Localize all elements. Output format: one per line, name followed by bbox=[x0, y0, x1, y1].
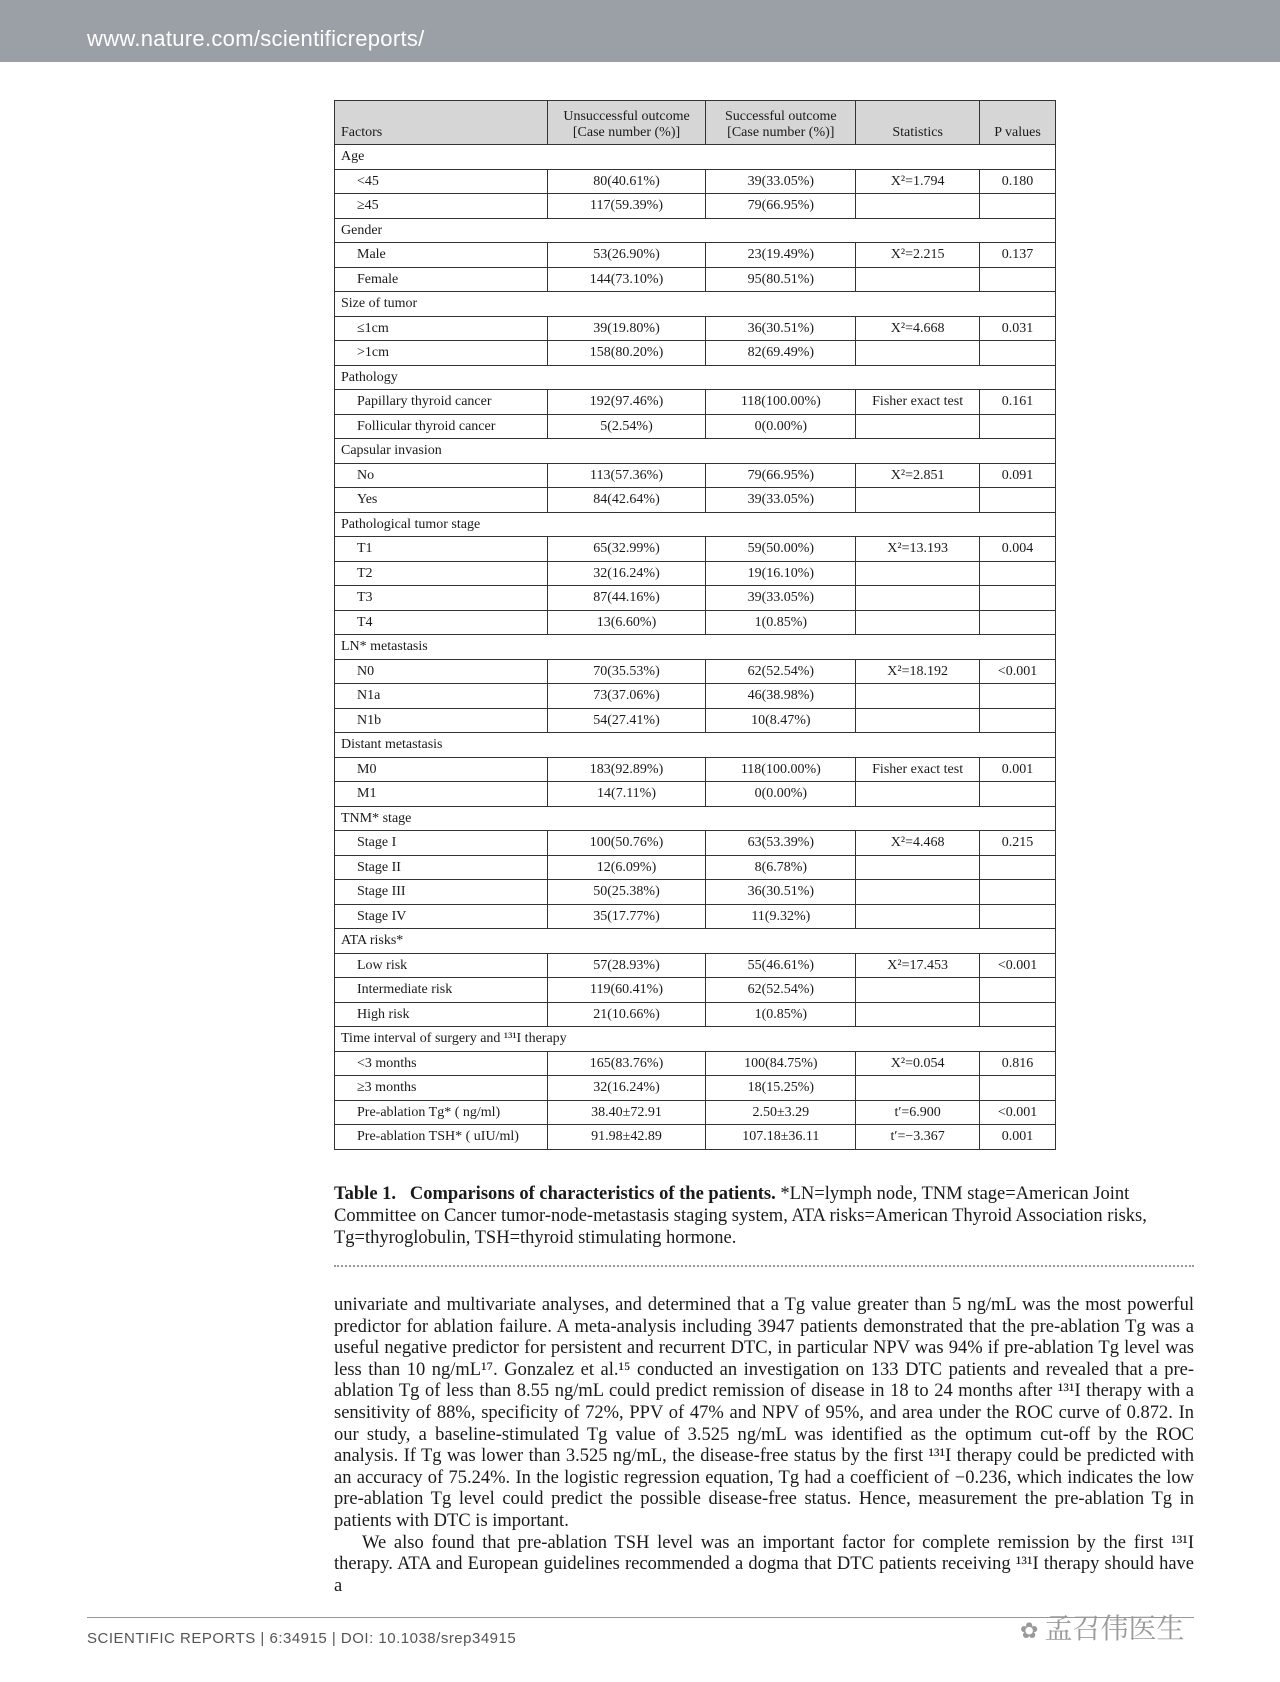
unsuccessful-cell: 84(42.64%) bbox=[547, 488, 706, 513]
table-group-row bbox=[335, 365, 1056, 390]
watermark bbox=[1020, 1607, 1184, 1647]
header-unsuccessful bbox=[547, 101, 706, 145]
successful-cell: 46(38.98%) bbox=[706, 684, 856, 709]
factor-cell: <45 bbox=[335, 169, 548, 194]
factor-cell: N1a bbox=[335, 684, 548, 709]
factor-cell: Stage I bbox=[335, 831, 548, 856]
unsuccessful-cell: 80(40.61%) bbox=[547, 169, 706, 194]
pvalue-cell bbox=[980, 855, 1056, 880]
successful-cell: 2.50±3.29 bbox=[706, 1100, 856, 1125]
unsuccessful-cell: 165(83.76%) bbox=[547, 1051, 706, 1076]
table-row bbox=[335, 267, 1056, 292]
statistics-cell bbox=[856, 708, 980, 733]
table-row bbox=[335, 708, 1056, 733]
characteristics-table bbox=[334, 100, 1056, 1150]
factor-cell: Pre-ablation Tg* ( ng/ml) bbox=[335, 1100, 548, 1125]
table-row bbox=[335, 904, 1056, 929]
header-pvalues: P values bbox=[980, 101, 1056, 145]
unsuccessful-cell: 144(73.10%) bbox=[547, 267, 706, 292]
table-row bbox=[335, 561, 1056, 586]
pvalue-cell bbox=[980, 1002, 1056, 1027]
group-label: Time interval of surgery and ¹³¹I therapy bbox=[335, 1027, 1056, 1052]
unsuccessful-cell: 5(2.54%) bbox=[547, 414, 706, 439]
statistics-cell: Fisher exact test bbox=[856, 757, 980, 782]
pvalue-cell bbox=[980, 414, 1056, 439]
table-body bbox=[335, 145, 1056, 1150]
header-factors: Factors bbox=[335, 101, 548, 145]
table-row bbox=[335, 537, 1056, 562]
unsuccessful-cell: 50(25.38%) bbox=[547, 880, 706, 905]
header-successful-line2: [Case number (%)] bbox=[727, 124, 835, 140]
factor-cell: Intermediate risk bbox=[335, 978, 548, 1003]
pvalue-cell: 0.004 bbox=[980, 537, 1056, 562]
factor-cell: Stage II bbox=[335, 855, 548, 880]
wechat-icon: ✿ bbox=[1020, 1619, 1039, 1644]
table-caption bbox=[334, 1183, 1194, 1249]
group-label: Pathological tumor stage bbox=[335, 512, 1056, 537]
successful-cell: 95(80.51%) bbox=[706, 267, 856, 292]
unsuccessful-cell: 100(50.76%) bbox=[547, 831, 706, 856]
successful-cell: 39(33.05%) bbox=[706, 488, 856, 513]
unsuccessful-cell: 73(37.06%) bbox=[547, 684, 706, 709]
pvalue-cell bbox=[980, 1076, 1056, 1101]
pvalue-cell: 0.215 bbox=[980, 831, 1056, 856]
statistics-cell bbox=[856, 1076, 980, 1101]
statistics-cell bbox=[856, 978, 980, 1003]
factor-cell: N1b bbox=[335, 708, 548, 733]
body-paragraph-2: We also found that pre-ablation TSH level was an important factor for complete remission by the first ¹³¹I therapy. ATA and European guidelines recommended a dogma that DTC patients receiving ¹³¹I therapy should have a bbox=[334, 1532, 1194, 1596]
statistics-cell bbox=[856, 414, 980, 439]
factor-cell: High risk bbox=[335, 1002, 548, 1027]
unsuccessful-cell: 32(16.24%) bbox=[547, 561, 706, 586]
successful-cell: 1(0.85%) bbox=[706, 610, 856, 635]
table-row bbox=[335, 463, 1056, 488]
header-unsuccessful-line1: Unsuccessful outcome bbox=[563, 109, 690, 125]
header-successful-line1: Successful outcome bbox=[725, 109, 837, 125]
pvalue-cell: 0.091 bbox=[980, 463, 1056, 488]
unsuccessful-cell: 192(97.46%) bbox=[547, 390, 706, 415]
statistics-cell bbox=[856, 267, 980, 292]
pvalue-cell bbox=[980, 267, 1056, 292]
statistics-cell bbox=[856, 855, 980, 880]
pvalue-cell bbox=[980, 684, 1056, 709]
group-label: Age bbox=[335, 145, 1056, 170]
table-row bbox=[335, 610, 1056, 635]
pvalue-cell bbox=[980, 880, 1056, 905]
table-group-row bbox=[335, 733, 1056, 758]
table-row bbox=[335, 757, 1056, 782]
unsuccessful-cell: 35(17.77%) bbox=[547, 904, 706, 929]
dotted-divider bbox=[334, 1265, 1194, 1267]
statistics-cell bbox=[856, 488, 980, 513]
caption-label: Table 1. bbox=[334, 1184, 397, 1204]
successful-cell: 10(8.47%) bbox=[706, 708, 856, 733]
table-row bbox=[335, 316, 1056, 341]
header-statistics: Statistics bbox=[856, 101, 980, 145]
table-row bbox=[335, 855, 1056, 880]
pvalue-cell: 0.031 bbox=[980, 316, 1056, 341]
unsuccessful-cell: 70(35.53%) bbox=[547, 659, 706, 684]
successful-cell: 118(100.00%) bbox=[706, 757, 856, 782]
unsuccessful-cell: 57(28.93%) bbox=[547, 953, 706, 978]
article-body bbox=[334, 1295, 1194, 1597]
factor-cell: T1 bbox=[335, 537, 548, 562]
journal-url[interactable]: www.nature.com/scientificreports/ bbox=[87, 26, 425, 51]
factor-cell: T3 bbox=[335, 586, 548, 611]
table-row bbox=[335, 659, 1056, 684]
unsuccessful-cell: 119(60.41%) bbox=[547, 978, 706, 1003]
successful-cell: 18(15.25%) bbox=[706, 1076, 856, 1101]
factor-cell: Yes bbox=[335, 488, 548, 513]
table-row bbox=[335, 341, 1056, 366]
table-row bbox=[335, 390, 1056, 415]
pvalue-cell bbox=[980, 488, 1056, 513]
table-row bbox=[335, 1051, 1056, 1076]
unsuccessful-cell: 91.98±42.89 bbox=[547, 1125, 706, 1150]
group-label: TNM* stage bbox=[335, 806, 1056, 831]
table-header-row bbox=[335, 101, 1056, 145]
pvalue-cell bbox=[980, 782, 1056, 807]
successful-cell: 63(53.39%) bbox=[706, 831, 856, 856]
table-group-row bbox=[335, 439, 1056, 464]
factor-cell: T4 bbox=[335, 610, 548, 635]
successful-cell: 0(0.00%) bbox=[706, 782, 856, 807]
group-label: Distant metastasis bbox=[335, 733, 1056, 758]
table-row bbox=[335, 414, 1056, 439]
table-group-row bbox=[335, 218, 1056, 243]
successful-cell: 11(9.32%) bbox=[706, 904, 856, 929]
header-unsuccessful-line2: [Case number (%)] bbox=[572, 124, 681, 140]
factor-cell: M0 bbox=[335, 757, 548, 782]
statistics-cell: X²=17.453 bbox=[856, 953, 980, 978]
statistics-cell bbox=[856, 782, 980, 807]
pvalue-cell: <0.001 bbox=[980, 1100, 1056, 1125]
statistics-cell bbox=[856, 684, 980, 709]
factor-cell: T2 bbox=[335, 561, 548, 586]
pvalue-cell: 0.001 bbox=[980, 757, 1056, 782]
table-row bbox=[335, 880, 1056, 905]
group-label: LN* metastasis bbox=[335, 635, 1056, 660]
pvalue-cell bbox=[980, 341, 1056, 366]
factor-cell: >1cm bbox=[335, 341, 548, 366]
table-row bbox=[335, 831, 1056, 856]
successful-cell: 36(30.51%) bbox=[706, 880, 856, 905]
factor-cell: No bbox=[335, 463, 548, 488]
factor-cell: M1 bbox=[335, 782, 548, 807]
statistics-cell bbox=[856, 880, 980, 905]
factor-cell: ≥3 months bbox=[335, 1076, 548, 1101]
statistics-cell bbox=[856, 610, 980, 635]
statistics-cell: X²=13.193 bbox=[856, 537, 980, 562]
table-row bbox=[335, 194, 1056, 219]
successful-cell: 79(66.95%) bbox=[706, 463, 856, 488]
factor-cell: N0 bbox=[335, 659, 548, 684]
statistics-cell: X²=0.054 bbox=[856, 1051, 980, 1076]
watermark-text: 孟召伟医生 bbox=[1044, 1612, 1185, 1645]
table-row bbox=[335, 1100, 1056, 1125]
pvalue-cell: 0.137 bbox=[980, 243, 1056, 268]
factor-cell: Pre-ablation TSH* ( uIU/ml) bbox=[335, 1125, 548, 1150]
statistics-cell bbox=[856, 586, 980, 611]
table-group-row bbox=[335, 292, 1056, 317]
factor-cell: Female bbox=[335, 267, 548, 292]
factor-cell: Stage IV bbox=[335, 904, 548, 929]
successful-cell: 39(33.05%) bbox=[706, 169, 856, 194]
pvalue-cell bbox=[980, 708, 1056, 733]
factor-cell: Follicular thyroid cancer bbox=[335, 414, 548, 439]
unsuccessful-cell: 183(92.89%) bbox=[547, 757, 706, 782]
pvalue-cell: 0.180 bbox=[980, 169, 1056, 194]
unsuccessful-cell: 54(27.41%) bbox=[547, 708, 706, 733]
factor-cell: Papillary thyroid cancer bbox=[335, 390, 548, 415]
table-group-row bbox=[335, 145, 1056, 170]
table-row bbox=[335, 169, 1056, 194]
table-row bbox=[335, 978, 1056, 1003]
pvalue-cell bbox=[980, 194, 1056, 219]
table-group-row bbox=[335, 512, 1056, 537]
statistics-cell bbox=[856, 341, 980, 366]
pvalue-cell bbox=[980, 586, 1056, 611]
group-label: Capsular invasion bbox=[335, 439, 1056, 464]
statistics-cell: X²=4.668 bbox=[856, 316, 980, 341]
statistics-cell bbox=[856, 194, 980, 219]
table-group-row bbox=[335, 635, 1056, 660]
unsuccessful-cell: 158(80.20%) bbox=[547, 341, 706, 366]
body-paragraph-1: univariate and multivariate analyses, and determined that a Tg value greater than 5 ng/mL was the most powerful predictor for ablation failure. A meta-analysis including 3947 patients demonstrated that the pre-ablation Tg was a useful negative predictor for persistent and recurrent DTC, in particular NPV was 94% if pre-ablation Tg level was less than 10 ng/mL¹⁷. Gonzalez et al.¹⁵ conducted an investigation on 133 DTC patients and revealed that a pre-ablation Tg of less than 8.55 ng/mL could predict remission of disease in 18 to 24 months after ¹³¹I therapy with a sensitivity of 88%, specificity of 72%, PPV of 47% and NPV of 95%, and area under the ROC curve of 0.872. In our study, a baseline-stimulated Tg value of 3.525 ng/mL was identified as the optimum cut-off by the ROC analysis. If Tg was lower than 3.525 ng/mL, the disease-free status by the first ¹³¹I therapy could be predicted with an accuracy of 75.24%. In the logistic regression equation, Tg had a coefficient of −0.236, which indicates the low pre-ablation Tg level could predict the possible disease-free status. Hence, measurement the pre-ablation Tg in patients with DTC is important. bbox=[334, 1295, 1194, 1531]
successful-cell: 100(84.75%) bbox=[706, 1051, 856, 1076]
statistics-cell: X²=1.794 bbox=[856, 169, 980, 194]
unsuccessful-cell: 32(16.24%) bbox=[547, 1076, 706, 1101]
statistics-cell: X²=18.192 bbox=[856, 659, 980, 684]
successful-cell: 36(30.51%) bbox=[706, 316, 856, 341]
successful-cell: 59(50.00%) bbox=[706, 537, 856, 562]
unsuccessful-cell: 39(19.80%) bbox=[547, 316, 706, 341]
table-row bbox=[335, 782, 1056, 807]
successful-cell: 19(16.10%) bbox=[706, 561, 856, 586]
successful-cell: 82(69.49%) bbox=[706, 341, 856, 366]
successful-cell: 79(66.95%) bbox=[706, 194, 856, 219]
unsuccessful-cell: 21(10.66%) bbox=[547, 1002, 706, 1027]
factor-cell: <3 months bbox=[335, 1051, 548, 1076]
statistics-cell: X²=4.468 bbox=[856, 831, 980, 856]
statistics-cell bbox=[856, 904, 980, 929]
pvalue-cell bbox=[980, 561, 1056, 586]
successful-cell: 62(52.54%) bbox=[706, 659, 856, 684]
unsuccessful-cell: 14(7.11%) bbox=[547, 782, 706, 807]
factor-cell: Stage III bbox=[335, 880, 548, 905]
table-row bbox=[335, 684, 1056, 709]
table-group-row bbox=[335, 806, 1056, 831]
statistics-cell bbox=[856, 561, 980, 586]
top-bar bbox=[0, 0, 1280, 62]
factor-cell: ≤1cm bbox=[335, 316, 548, 341]
unsuccessful-cell: 53(26.90%) bbox=[547, 243, 706, 268]
factor-cell: ≥45 bbox=[335, 194, 548, 219]
group-label: ATA risks* bbox=[335, 929, 1056, 954]
group-label: Pathology bbox=[335, 365, 1056, 390]
successful-cell: 39(33.05%) bbox=[706, 586, 856, 611]
unsuccessful-cell: 113(57.36%) bbox=[547, 463, 706, 488]
table-row bbox=[335, 488, 1056, 513]
table-row bbox=[335, 586, 1056, 611]
group-label: Gender bbox=[335, 218, 1056, 243]
pvalue-cell: 0.161 bbox=[980, 390, 1056, 415]
caption-text: *LN=lymph node, TNM stage=American Joint Committee on Cancer tumor-node-metastasis staging system, ATA risks=American Thyroid Association risks, Tg=thyroglobulin, TSH=thyroid stimulating hormone. bbox=[334, 1184, 1147, 1248]
statistics-cell: Fisher exact test bbox=[856, 390, 980, 415]
table-row bbox=[335, 1002, 1056, 1027]
table-row bbox=[335, 243, 1056, 268]
unsuccessful-cell: 13(6.60%) bbox=[547, 610, 706, 635]
table-group-row bbox=[335, 1027, 1056, 1052]
pvalue-cell: 0.816 bbox=[980, 1051, 1056, 1076]
statistics-cell bbox=[856, 1002, 980, 1027]
successful-cell: 8(6.78%) bbox=[706, 855, 856, 880]
pvalue-cell bbox=[980, 904, 1056, 929]
successful-cell: 118(100.00%) bbox=[706, 390, 856, 415]
statistics-cell: t′=−3.367 bbox=[856, 1125, 980, 1150]
group-label: Size of tumor bbox=[335, 292, 1056, 317]
caption-title: Comparisons of characteristics of the patients. bbox=[409, 1184, 776, 1204]
table-row bbox=[335, 1125, 1056, 1150]
factor-cell: Male bbox=[335, 243, 548, 268]
factor-cell: Low risk bbox=[335, 953, 548, 978]
successful-cell: 1(0.85%) bbox=[706, 1002, 856, 1027]
pvalue-cell bbox=[980, 978, 1056, 1003]
successful-cell: 107.18±36.11 bbox=[706, 1125, 856, 1150]
footer-citation: SCIENTIFIC REPORTS | 6:34915 | DOI: 10.1038/srep34915 bbox=[87, 1630, 517, 1647]
successful-cell: 23(19.49%) bbox=[706, 243, 856, 268]
successful-cell: 55(46.61%) bbox=[706, 953, 856, 978]
successful-cell: 0(0.00%) bbox=[706, 414, 856, 439]
statistics-cell: t′=6.900 bbox=[856, 1100, 980, 1125]
unsuccessful-cell: 65(32.99%) bbox=[547, 537, 706, 562]
unsuccessful-cell: 38.40±72.91 bbox=[547, 1100, 706, 1125]
table-row bbox=[335, 1076, 1056, 1101]
successful-cell: 62(52.54%) bbox=[706, 978, 856, 1003]
statistics-cell: X²=2.851 bbox=[856, 463, 980, 488]
table-group-row bbox=[335, 929, 1056, 954]
pvalue-cell bbox=[980, 610, 1056, 635]
pvalue-cell: <0.001 bbox=[980, 953, 1056, 978]
pvalue-cell: <0.001 bbox=[980, 659, 1056, 684]
header-successful bbox=[706, 101, 856, 145]
unsuccessful-cell: 12(6.09%) bbox=[547, 855, 706, 880]
table-row bbox=[335, 953, 1056, 978]
unsuccessful-cell: 117(59.39%) bbox=[547, 194, 706, 219]
statistics-cell: X²=2.215 bbox=[856, 243, 980, 268]
unsuccessful-cell: 87(44.16%) bbox=[547, 586, 706, 611]
pvalue-cell: 0.001 bbox=[980, 1125, 1056, 1150]
